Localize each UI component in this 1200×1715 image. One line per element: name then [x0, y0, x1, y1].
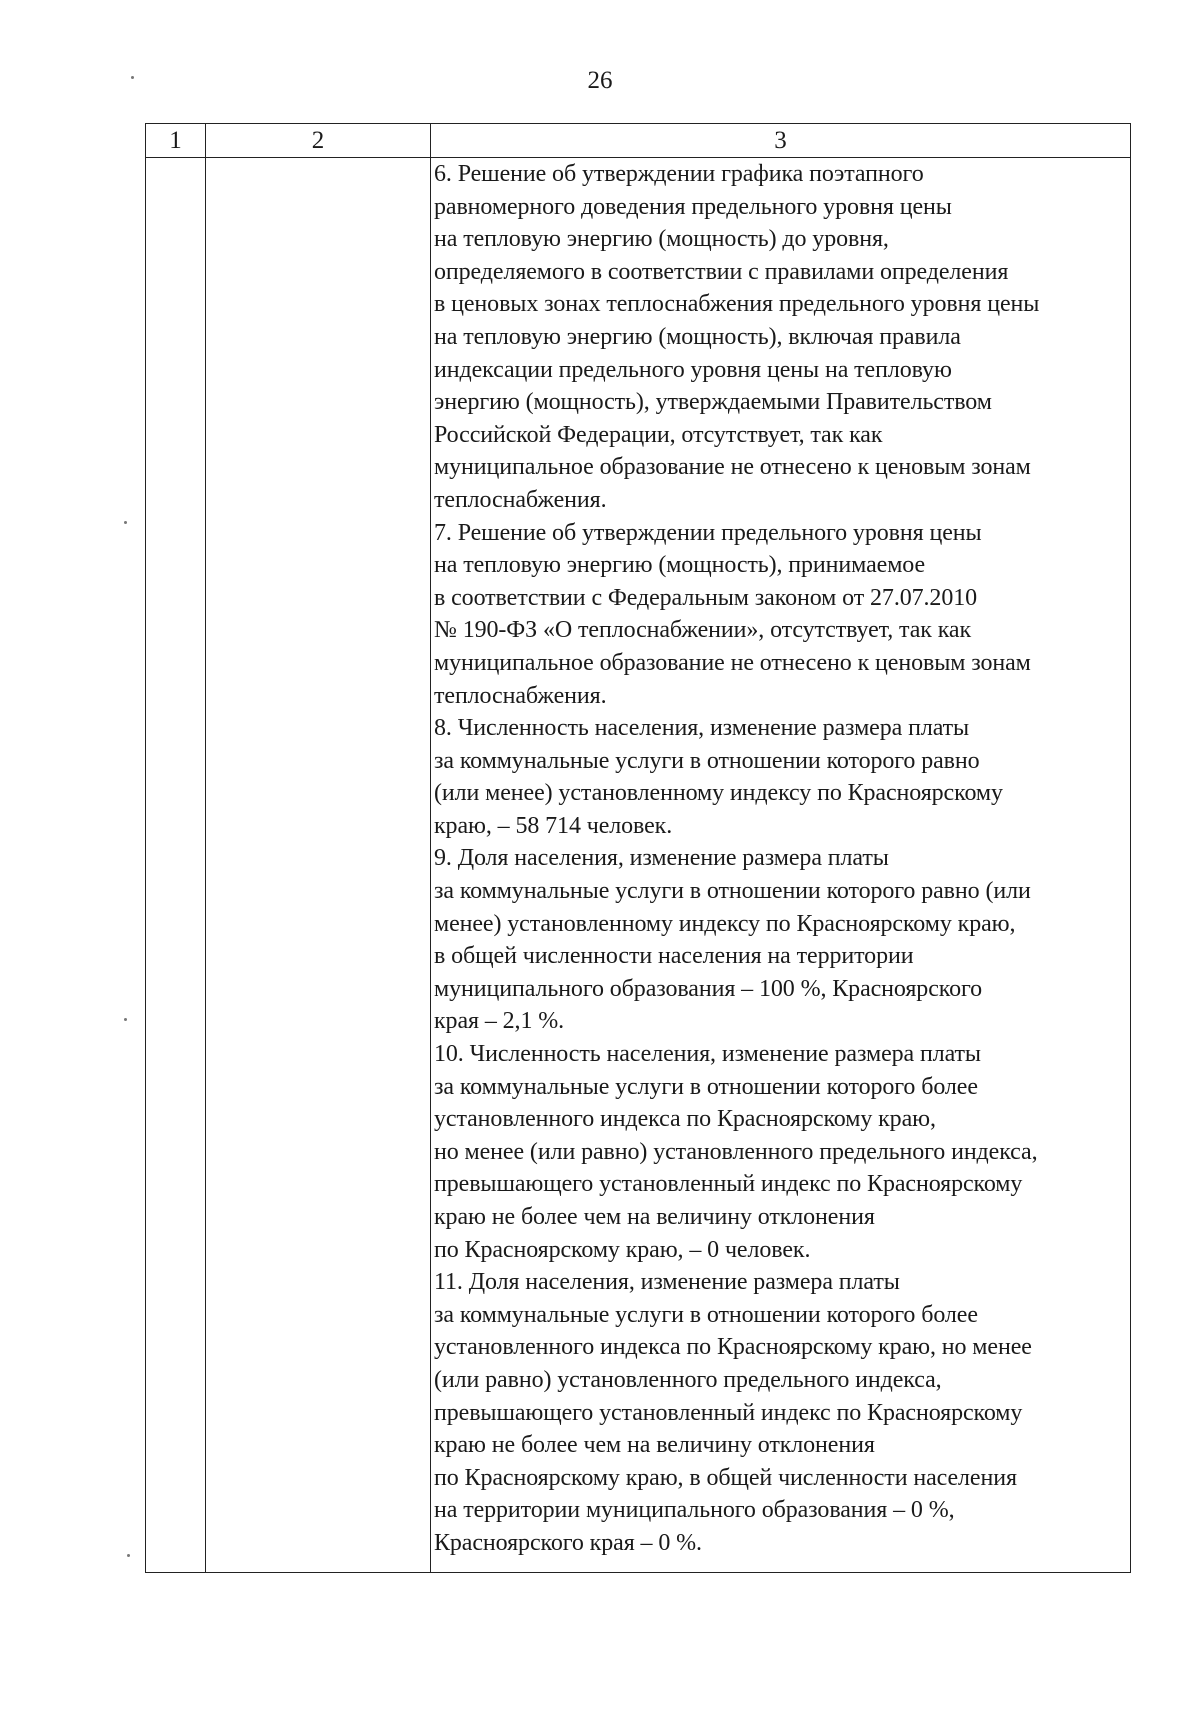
text-line: в соответствии с Федеральным законом от 27.07.2010: [434, 584, 978, 611]
text-line: за коммунальные услуги в отношении которого более: [434, 1301, 978, 1328]
text-line: Российской Федерации, отсутствует, так как: [434, 421, 883, 448]
text-line: установленного индекса по Красноярскому краю, но менее: [434, 1334, 1032, 1361]
text-line: 6. Решение об утверждении графика поэтапного: [434, 161, 924, 187]
scan-speck: [131, 76, 134, 79]
cell-column-3: [431, 158, 1131, 1573]
scan-speck: [127, 1554, 130, 1557]
text-line: менее) установленному индексу по Красноярскому краю,: [434, 910, 1016, 937]
text-line: в ценовых зонах теплоснабжения предельного уровня цены: [434, 291, 1040, 318]
scan-speck: [124, 521, 127, 524]
text-line: превышающего установленный индекс по Красноярскому: [434, 1171, 1023, 1198]
text-line: установленного индекса по Красноярскому краю,: [434, 1106, 936, 1133]
text-line: по Красноярскому краю, – 0 человек.: [434, 1236, 811, 1263]
text-line: теплоснабжения.: [434, 682, 607, 709]
column-3-text: [431, 158, 1130, 1560]
document-table: [145, 123, 1131, 1573]
text-line: энергию (мощность), утверждаемыми Правительством: [434, 389, 992, 416]
table-header-row: [146, 124, 1131, 158]
text-line: в общей численности населения на территории: [434, 943, 914, 970]
text-line: 10. Численность населения, изменение размера платы: [434, 1041, 981, 1068]
text-line: за коммунальные услуги в отношении которого равно (или: [434, 878, 1031, 905]
text-line: 7. Решение об утверждении предельного уровня цены: [434, 519, 982, 546]
text-line: по Красноярскому краю, в общей численности населения: [434, 1464, 1017, 1491]
text-line: края – 2,1 %.: [434, 1008, 565, 1035]
text-line: муниципального образования – 100 %, Красноярского: [434, 975, 983, 1002]
text-line: муниципальное образование не отнесено к ценовым зонам: [434, 454, 1031, 481]
text-line: 8. Численность населения, изменение размера платы: [434, 715, 970, 742]
page-number: 26: [587, 67, 613, 94]
text-line: за коммунальные услуги в отношении которого более: [434, 1073, 978, 1100]
column-header-2: 2: [206, 124, 431, 158]
text-line: муниципальное образование не отнесено к ценовым зонам: [434, 649, 1031, 676]
text-line: на территории муниципального образования – 0 %,: [434, 1497, 955, 1524]
text-line: индексации предельного уровня цены на тепловую: [434, 356, 952, 383]
text-line: (или менее) установленному индексу по Красноярскому: [434, 780, 1003, 807]
cell-column-2: [206, 158, 431, 1573]
text-line: на тепловую энергию (мощность), принимаемое: [434, 552, 926, 579]
text-line: краю, – 58 714 человек.: [434, 812, 673, 839]
text-line: на тепловую энергию (мощность) до уровня,: [434, 226, 889, 253]
text-line: превышающего установленный индекс по Красноярскому: [434, 1399, 1023, 1426]
text-line: 11. Доля населения, изменение размера платы: [434, 1269, 900, 1296]
cell-column-1: [146, 158, 206, 1573]
text-line: теплоснабжения.: [434, 486, 607, 513]
text-line: краю не более чем на величину отклонения: [434, 1204, 875, 1230]
scan-speck: [124, 1018, 127, 1021]
text-line: (или равно) установленного предельного индекса,: [434, 1366, 942, 1393]
text-line: № 190-ФЗ «О теплоснабжении», отсутствует, так как: [434, 617, 972, 644]
text-line: но менее (или равно) установленного предельного индекса,: [434, 1138, 1038, 1165]
text-line: Красноярского края – 0 %.: [434, 1529, 702, 1556]
text-line: на тепловую энергию (мощность), включая правила: [434, 323, 961, 350]
text-line: за коммунальные услуги в отношении которого равно: [434, 747, 980, 774]
text-line: равномерного доведения предельного уровня цены: [434, 193, 952, 220]
column-header-3: 3: [431, 124, 1131, 158]
table-row: [146, 158, 1131, 1573]
column-header-1: 1: [146, 124, 206, 158]
text-line: определяемого в соответствии с правилами определения: [434, 258, 1009, 285]
text-line: краю не более чем на величину отклонения: [434, 1432, 875, 1459]
text-line: 9. Доля населения, изменение размера платы: [434, 845, 889, 872]
